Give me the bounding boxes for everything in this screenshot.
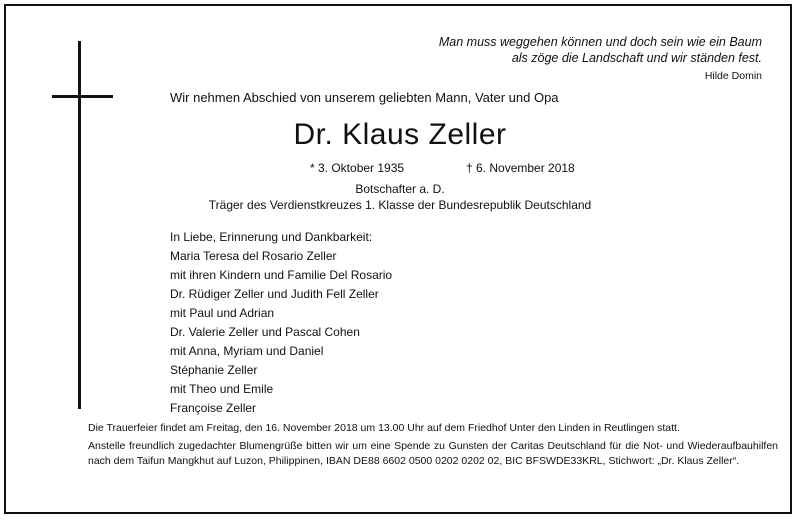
mourner-line: Stéphanie Zeller: [170, 363, 258, 377]
donation-notice: Anstelle freundlich zugedachter Blumengrüße bitten wir um eine Spende zu Gunsten der Caritas Deutschland für die Not- und Wiederaufbauhilfen nach dem Taifun Mangkhut auf Luzon, Philippinen, IBAN DE88 6602 0500 0202 0202 02, BIC BFSWDE33KRL, Stichwort: „Dr. Klaus Zeller“.: [88, 440, 778, 467]
funeral-notice: Die Trauerfeier findet am Freitag, den 16. November 2018 um 13.00 Uhr auf dem Friedhof Unter den Linden in Reutlingen statt.: [88, 422, 680, 434]
mourners-list: [170, 228, 392, 418]
title-line: Träger des Verdienstkreuzes 1. Klasse der Bundesrepublik Deutschland: [208, 198, 592, 212]
mourner-line: mit Paul und Adrian: [170, 306, 275, 320]
mourner-line: Françoise Zeller: [170, 401, 257, 415]
intro-text: Wir nehmen Abschied von unserem geliebten Mann, Vater und Opa: [170, 90, 559, 105]
mourner-line: mit ihren Kindern und Familie Del Rosario: [170, 268, 393, 282]
cross-icon-bar: [52, 95, 113, 98]
birth-date: * 3. Oktober 1935: [310, 161, 405, 175]
quote-line: als zöge die Landschaft und wir ständen fest.: [511, 51, 762, 65]
quote: [439, 34, 762, 66]
quote-line: Man muss weggehen können und doch sein wie ein Baum: [438, 35, 762, 49]
mourner-line: Dr. Rüdiger Zeller und Judith Fell Zeller: [170, 287, 379, 301]
quote-author: Hilde Domin: [704, 70, 762, 82]
mourner-line: Dr. Valerie Zeller und Pascal Cohen: [170, 325, 360, 339]
mourner-line: mit Anna, Myriam und Daniel: [170, 344, 324, 358]
mourner-line: In Liebe, Erinnerung und Dankbarkeit:: [170, 230, 373, 244]
mourner-line: mit Theo und Emile: [170, 382, 274, 396]
mourner-line: Maria Teresa del Rosario Zeller: [170, 249, 337, 263]
footer-notice: [88, 421, 778, 469]
deceased-name: Dr. Klaus Zeller: [293, 118, 507, 151]
death-date: † 6. November 2018: [466, 161, 575, 175]
title-line: Botschafter a. D.: [355, 182, 445, 196]
